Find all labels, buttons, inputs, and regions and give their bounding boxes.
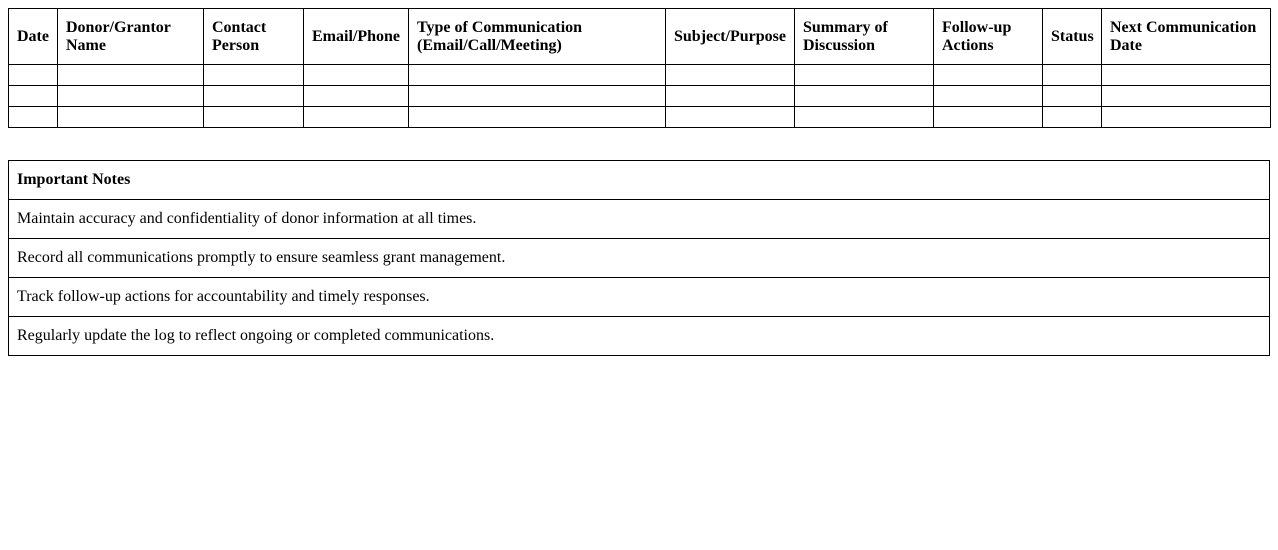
table-cell[interactable] — [795, 107, 934, 128]
table-cell[interactable] — [409, 107, 666, 128]
table-cell[interactable] — [204, 65, 304, 86]
table-cell[interactable] — [1043, 107, 1102, 128]
table-cell[interactable] — [1102, 86, 1271, 107]
note-item: Regularly update the log to reflect ongoing or completed communications. — [9, 317, 1270, 356]
header-contact-person: Contact Person — [204, 9, 304, 65]
table-cell[interactable] — [409, 65, 666, 86]
note-item: Track follow-up actions for accountability and timely responses. — [9, 278, 1270, 317]
table-cell[interactable] — [409, 86, 666, 107]
document-body — [8, 8, 1270, 356]
header-email-phone: Email/Phone — [304, 9, 409, 65]
table-cell[interactable] — [1043, 86, 1102, 107]
table-cell[interactable] — [666, 65, 795, 86]
list-item — [9, 317, 1270, 356]
header-subject-purpose: Subject/Purpose — [666, 9, 795, 65]
notes-header-row — [9, 161, 1270, 200]
table-row — [9, 107, 1271, 128]
table-cell[interactable] — [304, 107, 409, 128]
table-cell[interactable] — [934, 107, 1043, 128]
table-row — [9, 65, 1271, 86]
table-cell[interactable] — [666, 86, 795, 107]
table-row — [9, 86, 1271, 107]
table-cell[interactable] — [1102, 65, 1271, 86]
table-cell[interactable] — [9, 65, 58, 86]
list-item — [9, 239, 1270, 278]
table-cell[interactable] — [9, 107, 58, 128]
table-cell[interactable] — [666, 107, 795, 128]
list-item — [9, 200, 1270, 239]
table-cell[interactable] — [1102, 107, 1271, 128]
table-cell[interactable] — [934, 86, 1043, 107]
communication-log-table — [8, 8, 1271, 128]
table-cell[interactable] — [58, 86, 204, 107]
header-next-communication-date: Next Communication Date — [1102, 9, 1271, 65]
table-cell[interactable] — [58, 107, 204, 128]
table-cell[interactable] — [9, 86, 58, 107]
table-cell[interactable] — [304, 65, 409, 86]
table-cell[interactable] — [1043, 65, 1102, 86]
table-cell[interactable] — [58, 65, 204, 86]
note-item: Record all communications promptly to ensure seamless grant management. — [9, 239, 1270, 278]
header-date: Date — [9, 9, 58, 65]
table-cell[interactable] — [204, 86, 304, 107]
note-item: Maintain accuracy and confidentiality of donor information at all times. — [9, 200, 1270, 239]
table-header-row — [9, 9, 1271, 65]
list-item — [9, 278, 1270, 317]
table-cell[interactable] — [934, 65, 1043, 86]
notes-title: Important Notes — [9, 161, 1270, 200]
table-cell[interactable] — [304, 86, 409, 107]
header-follow-up-actions: Follow-up Actions — [934, 9, 1043, 65]
table-cell[interactable] — [795, 65, 934, 86]
header-donor-grantor-name: Donor/Grantor Name — [58, 9, 204, 65]
important-notes-table — [8, 160, 1270, 356]
header-summary-of-discussion: Summary of Discussion — [795, 9, 934, 65]
header-status: Status — [1043, 9, 1102, 65]
table-cell[interactable] — [795, 86, 934, 107]
header-type-of-communication: Type of Communication (Email/Call/Meeting) — [409, 9, 666, 65]
table-cell[interactable] — [204, 107, 304, 128]
